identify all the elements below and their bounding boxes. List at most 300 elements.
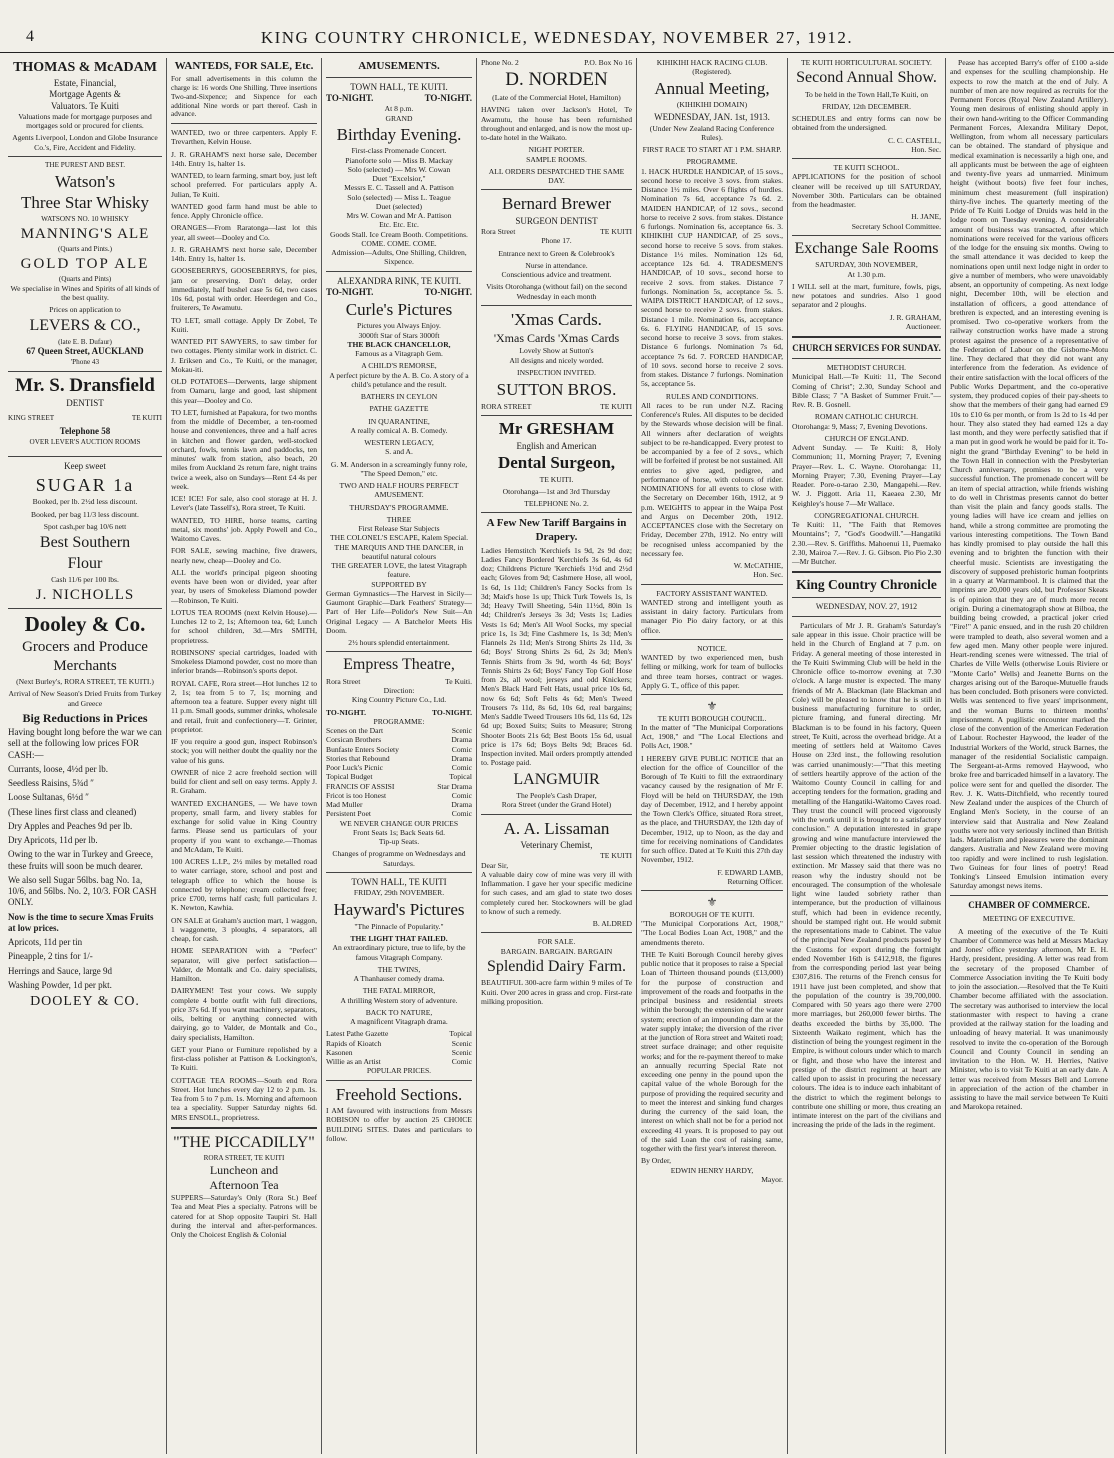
ad-line: SATURDAY, 30th NOVEMBER, — [815, 260, 918, 270]
programme-title: Willie as an Artist — [326, 1057, 381, 1067]
programme-item: Solo (selected) — Mrs W. Cowan — [347, 164, 451, 174]
ad-text: In the matter of "The Municipal Corporations Act, 1908," and "The Local Elections and Polls Act, 1908." — [641, 722, 783, 751]
programme-item: Pianoforte solo — Miss B. Mackay — [345, 155, 453, 165]
ad-line: Direction: — [383, 686, 415, 696]
ad-title: Freehold Sections. — [335, 1084, 463, 1104]
ad-text: German Gymnastics—The Harvest in Sicily—Gaumont Graphic—Dark Feathers' Strategy—Part of Her Life—Polidor's New Suit—An Original Legacy — A Batchelor Meets His Doom. — [326, 588, 472, 635]
programme-genre: Scenic — [451, 726, 472, 736]
ad-text: (Next Burley's, RORA STREET, TE KUITI.) — [16, 677, 154, 687]
ad-line: Rora Street — [326, 676, 361, 686]
ad-title: Watson's — [54, 171, 116, 191]
column-4 — [477, 58, 636, 1454]
ad-line: THE MARQUIS AND THE DANCER, in beautiful natural colours — [334, 542, 464, 561]
ad-line: TO-NIGHT. — [326, 93, 374, 104]
ad-line: Conscientious advice and treatment. — [501, 270, 612, 280]
ad-line: C. C. CASTELL, — [888, 135, 941, 145]
news-text: Pease has accepted Barry's offer of £100 a-side and expenses for the sculling championship. He expects to row the match at the end of July. A number of men are now required as recruits for the Permanent Forces (Royal New Zealand Artillery). Young men desirous of enlisting should apply in their own hand-writing to the Officer Commanding Permanent Forces, Alexandra Military Depot, Wellington, from whom all necessary particulars can be obtained. The standard of physique and medical examination is necessarily a high one, and all applicants must be between the age of eighteen and twenty-five years ad unmarried. Minimum height (without boots) five feet four inches, minimum chest measurement (full inspiration) thirty-five inches. The quarterly meeting of the Pride of Te Kuiti Lodge of Druids was held in the lodge room on Tuesday evening. A considerable amount of business was transacted, after which nominations were received for the various officers of the lodge for the ensuing six months. Owing to the small attendance it was decided to keep the nominations open until next lodge night in order to give a number of members, who were unavoidably absent, an opportunity of competing. As next lodge night, December 10th, will be election and installation of officers, a good attendance of brethren is expected, and an interesting evening is promised. Two co-operative workers from the railway construction works have made a strong protest against the presence of a representative of the Federation of Labour on the Gisborne-Motu line. They declared that they did not want any interference from the federation. As evidence of their entire satisfaction with the local officers of the Public Works Department, and the co-operative system, they produced copies of their pay-sheets to show that the members of their gang had earned £9 10s to £10 6s per month, or from 1s 2d to 1s 4d per hour. They also stated they had earned 12s a day last month, and they were perfectly satisfied that if a man put in good work he would be paid for it. To-night the grand "Birthday Evening" to be held in the Town Hall in connection with the Presbyterian Church anniversary, promises to be a very successful function. The promenade concert will be an item of special attraction, while friends wishing to do well in Christmas presents cannot do better than visit the plain and fancy goods stalls. The young ladies will have ice cream and jellies on hand, while a strong committee are promoting the various interesting competitions. The Town Band has kindly promised to play outside the hall this evening and to brighten the function with their cheerful music. Scientists are investigating the discovery of supposed prehistoric human footprints in a quarry at Warrnambool. It is claimed that the imprints are 20,000 years old, but Professor Skeats is of opinion that they are of much more recent origin. During a cinematograph show at Bilboa, the building being crowded, a practical joker cried "Fire!" A panic ensued, and in the rush 20 children were trampled to death, also several women and a few aged men. Many other people were injured. Heart-rending scenes were witnessed. The trial of Charles de Ville Wells (otherwise Louis Riviere or "Monte Carlo" Wells) and Jeanette Burns on the charges arising out of the Baroque-Mutuelle frauds has been concluded. Both prisoners were convicted. Wells was sentenced to five years' imprisonment, and the woman Burns to thirteen months' imprisonment. A pugilistic encounter marked the close of the convention of the American Federation of Labour. Rochester Haywood, the leader of the Industrial Workers of the World, struck Barnes, the manager of the residential Socialistic campaign. The Sergeant-at-Arms removed Haywood, who broke free and barricaded himself in a lavatory. The police were sent for and quelled the disorder. The Rev. J. K. Watts-Ditchfield, who recently toured New Zealand under the auspices of the Church of England Men's Society, in the course of an interview said that Australia and New Zealand youths were not very seriously inclined than British lads. Materialism and pleasures were the dominant dangers. Australia and New Zealand were moving too rapidly and were inclined to rush legislation. Two Guineas for four lines of poetry! Read Tonking's Linseed Emulsion intimation every Saturday amongst news items. — [950, 58, 1108, 891]
ad-text: TWO AND HALF HOURS PERFECT AMUSEMENT. — [339, 481, 459, 500]
ad-text: SUPPERS—Saturday's Only (Rora St.) Beef Tea and Meat Pies a specialty. Patrons will be catered for at Shop opposite Taupiri St. Hall during the interval and after-performances. Only the Choicest English & Colonial — [171, 1193, 317, 1240]
ad-text: Washing Powder, 1d per pkt. — [8, 979, 112, 990]
ad-line: (Registered). — [692, 67, 732, 77]
ad-line: Te Kuiti. — [445, 676, 472, 686]
ad-text: A perfect picture by the A. B. Co. A story of a child's petulance and the result. — [329, 370, 469, 389]
ad-text: Visits Otorohanga (without fail) on the second Wednesday in each month — [486, 282, 627, 301]
ad-text: THE Te Kuiti Borough Council hereby gives public notice that it proposes to raise a Special Loan of Thirteen thousand pounds (£13,000) for the purpose of construction and improvement of the roads and footpaths in the principal business and residential streets within the borough; the extension of the water system; erection of an impounding dam at the water supply intake; the diversion of the river at the junction of Rora street and Waiteti road; street surface drainage; and other requisite works; and for the re-payment thereof to make an annually recurring Special Rate not exceeding one penny in the pound upon the capital value of the whole Borough for the purpose of providing the required security and to meet the interest and sinking fund charges during the currency of the said loan, the interest on which shall not be for a period not exceeding 41 years. It is proposed to pay out of the said Loan the cost of raising same, together with the first year's interest thereon. — [641, 949, 783, 1154]
ad-line: A CHILD'S REMORSE, — [361, 361, 437, 371]
ad-line: A magnificent Vitagraph drama. — [350, 1017, 448, 1027]
column-5 — [637, 58, 787, 1454]
ad-line: TO-NIGHT. — [326, 286, 374, 297]
ad-text: 1. HACK HURDLE HANDICAP, of 15 sovs., second horse to receive 3 sovs. from stakes. Distance 1½ miles. Over 6 flights of hurdles. Nomination 7s 6d, acceptance 7s 6d. 2. MAIDEN HANDICAP, of 12 sovs., second horse to receive 2 sovs. from stakes. Distance 6 furlongs. Nomination 6s, acceptance 6s. 3. KIHIKIHI CUP HANDICAP, of 25 sovs., second horse to receive 5 sovs. from stakes. Distance 1½ miles. Nomination 12s 6d, acceptance 12s 6d. 4. TRADESMEN'S HANDICAP, of 10 sovs., second horse to receive 2 sovs. from stakes. Distance 7 furlongs. Nomination 5s, acceptance 5s. 5. WAIPA DISTRICT HANDICAP, of 12 sovs., second horse to receive 2 sovs. from stakes. Distance 1 mile. Nomination 6s, acceptance 6s. 6. FLYING HANDICAP, of 15 sovs. second horse to receive 3 sovs. from stakes. Distance 6 furlongs. Nomination 7s 6d, acceptance 7s 6d. 7. FORCED HANDICAP, of 10 sovs. second horse to receive 2 sovs. from stakes. Distance 7 furlongs. Nomination 5s, acceptance 5s. — [641, 166, 783, 389]
programme-item — [326, 1029, 472, 1038]
classified-ad: TO LET, furnished at Papakura, for two months from the middle of December, a ten-roomed house and conveniences, three and a half acres in kitchen and flower garden, well-stocked orchard, fowls, tennis lawn and paddocks, ten minutes' walk from station, also beach, 20 miles from Auckland 2s return fare, night trains twice a week, also on Sundays—Rent £4 4s per week. — [171, 407, 317, 491]
ad-line: BARGAIN. BARGAIN. BARGAIN — [500, 946, 613, 956]
ad-text: (These lines first class and cleaned) — [8, 806, 137, 817]
ad-text: Prices on application to — [49, 305, 121, 315]
ad-line: Secretary School Committee. — [851, 221, 941, 231]
programme-genre: Scenic — [451, 1038, 472, 1048]
ad-line: At 8 p.m. — [384, 104, 414, 114]
ad-text: "The Municipal Corporations Act, 1908," "The Local Bodies Loan Act, 1908," and the amendments thereto. — [641, 919, 783, 947]
programme-genre: Drama — [451, 753, 472, 763]
ad-line: THE TWINS, — [377, 964, 421, 974]
ad-text: Dry Apples and Peaches 9d per lb. — [8, 820, 133, 831]
ad-title: J. NICHOLLS — [35, 587, 135, 604]
ad-line: Famous as a Vitagraph Gem. — [355, 349, 443, 359]
ad-title: SUTTON BROS. — [496, 380, 617, 400]
ad-line: THE GREATER LOVE, the latest Vitagraph feature. — [331, 561, 467, 580]
classified-ad: ROYAL CAFE, Rora street—Hot lunches 12 to 2, 1s; tea from 5 to 7, 1s; morning and afternoon tea a feature. Supper every night till 11 p.m. Small goods, summer drinks, wholesale and retail, fruit and confectionery—T. Grinter, proprietor. — [171, 678, 317, 734]
programme-title: Rapids of Kioatch — [326, 1038, 382, 1048]
ad-line: TO-NIGHT. — [424, 93, 472, 104]
ad-line: PROGRAMME. — [686, 157, 738, 167]
ad-line: Auctioneer. — [905, 321, 941, 331]
ad-title: Grocers and Produce — [22, 638, 148, 655]
coat-of-arms-icon: ⚜ — [706, 895, 718, 910]
ad-title: Mr. S. Dransfield — [15, 374, 155, 396]
programme-title: Persistent Poet — [326, 809, 371, 819]
ad-text: Municipal Hall.—Te Kuiti: 11, The Second Coming of Christ"; 2.30, Sunday School and Bible Class; 7 "A Basket of Summer Fruit."—Rev. R. B. Gosnell. — [792, 372, 941, 409]
programme-item: Etc. Etc. Etc. — [379, 220, 419, 230]
news-text: Particulars of Mr J. R. Graham's Saturday's sale appear in this issue. Choir practice will be held in the Church of England at 7 p.m. on Friday. A general meeting of those interested in the Te Kuiti Swimming Club will be held in the Chronicle office to-morrow evening at 7.30 o'clock. A large muster is expected. The many friends of Mr A. Blackman (late Blackman and Cole) will be pleased to know that he is still in business manufacturing furniture to order, picture framing, and funeral directing. Mr Blackman is to be found in his factory, Queen street, Te Kuiti, across the overhead bridge. At a meeting of settlers held at Waitomo Caves House on 23rd inst., the following resolution was carried unanimously:—"That this meeting of settlers heartily approve of the action of the Waitomo County Council in calling for and accepting tenders for the formation, grading and metalling of the Hangatiki-Waitomo Caves road. They trust the council will proceed vigorously with the work until it is brought to a satisfactory conclusion." A deputation interested in grape growing and wine manufacture interviewed the Premier objecting to the drastic legislation of last session which threatened the industry with extinction. Mr Massey said that there was no reason why the industry should not be encouraged. The consumption of the wholesale light wine lauded sobriety rather than intemperance, but the production of villainous stuff, which had been in evidence recently, should be stamped right out. He would submit the representations made to Cabinet. The value of the principal New Zealand products passed by the Customs for export during the fortnight ended November 16th is £412,918, the figures from the corresponding period last year being £307,816. The returns of the French census for 1911 have just been completed, and show that the population of the country is 39,700,000. Compared with 50 years ago there were 2700 more marriages, but 260,000 fewer births. The deaths exceeded the births by 35,000. The Sixteenth Waikato regiment, which has the distinction of being the youngest regiment in the Empire, is without colours under which to march or fight, and those who have the interest and prestige of the district regiment at heart are called upon to assist in procuring the necessary colours. The idea is to induce each inhabitant of the district to which the regiment belongs to contribute one shilling or more, thus creating an intimate interest on the part of the civilians and increasing the pride of the lads in the regiment. — [792, 620, 941, 1130]
ad-line: Luncheon and — [209, 1163, 279, 1178]
ad-title: Exchange Sale Rooms — [794, 239, 939, 257]
ad-line: Rora Street — [481, 227, 516, 237]
ad-text: Advent Sunday. — Te Kuiti: 8, Holy Communion; 11, Morning Prayer; 7, Evening Prayer—Rev. L. C. Wayne. Otorohanga: 11, Morning Prayer; 7.30, Evening Prayer—Lay Reader. Pore-o-tarao 2.30, Mangapehi.—Rev. W. J. Piggott. Aria 11, Kaeaea 2.30, Mr Keighley's house 7—Mr Wallace. — [792, 443, 941, 508]
ad-text: An extraordinary picture, true to life, by the famous Vitagraph Company. — [332, 943, 466, 962]
programme-item — [326, 754, 472, 763]
ad-text: Currants, loose, 4½d per lb. — [8, 763, 108, 774]
classified-ad: WANTED EXCHANGES, — We have town property, small farm, and livery stables for exchange for solid value in King Country farms. Please send us particulars of your property if you want to exchange.—Thomas and McAdam, Te Kuiti. — [171, 798, 317, 854]
classified-ad: GOOSEBERRYS, GOOSEBERRYS, for pies, jam or preserving. Don't delay, order immediately, half bushel case 5s 6d, two cases 10s 6d, postal with order. Heerdegen and Co., fruiterers, Te Awamutu. — [171, 266, 317, 313]
programme-title: FRANCIS OF ASSISI — [326, 781, 395, 791]
ad-line: Dear Sir, — [481, 860, 509, 870]
ad-text: BEAUTIFUL 300-acre farm within 9 miles of Te Kuiti. Over 200 acres in grass and crop. First-rate milking proposition. — [481, 978, 632, 1006]
ad-line: TE KUITI SCHOOL. — [833, 163, 900, 173]
ad-text: Valuations made for mortgage purposes and mortgages sold or procured for clients. — [18, 111, 152, 131]
ad-text: Having bought long before the war we can sell at the following low prices FOR CASH:— — [8, 727, 162, 760]
ad-line: TE KUITI — [600, 227, 632, 237]
ad-line: Entrance next to Green & Colebrook's — [498, 248, 615, 258]
ad-line: "The Pinnacle of Popularity." — [354, 921, 444, 931]
ad-line: Lovely Show at Sutton's — [519, 346, 594, 356]
ad-line: FIRST RACE TO START AT 1 P.M. SHARP. — [642, 145, 782, 155]
ad-line: H. JANE, — [911, 212, 941, 222]
classified-ad: OWNER of nice 2 acre freehold section will build for client and sell on easy terms. Apply J. R. Graham. — [171, 767, 317, 796]
ad-text: APPLICATIONS for the position of school cleaner will be received up till SATURDAY, November 30th. Particulars can be obtained from the headmaster. — [792, 172, 941, 210]
ad-line: Pictures you Always Enjoy. — [357, 321, 441, 331]
ad-line: Nurse in attendance. — [525, 260, 588, 270]
ad-line: THREE — [386, 514, 412, 524]
ad-line: FOR SALE. — [537, 937, 576, 947]
programme-item — [326, 1048, 472, 1057]
ad-line: METHODIST CHURCH. — [826, 363, 907, 372]
programme-list — [326, 156, 472, 267]
ad-line: A thrilling Western story of adventure. — [340, 995, 458, 1005]
ad-title: THOMAS & McADAM — [13, 60, 157, 75]
programme-genre: Star Drama — [437, 781, 472, 791]
page-number: 4 — [26, 28, 34, 45]
ad-line: IN QUARANTINE, — [368, 416, 430, 426]
programme-item: COME. COME. COME. — [361, 238, 437, 248]
ad-line: P.O. Box No 16 — [584, 58, 632, 67]
programme-item — [326, 809, 472, 818]
ad-text: Te Kuiti: 11, "The Faith that Removes Mountains"; 7, "God's Goodwill."—Hangatiki 2.30.—Rev. S. Griffiths. Mahoenui 11, Puemako 2.30, Mairoa 7.—Rev. J. G. Gibson. Pio Pio 2.30—Mr Butcher. — [792, 520, 941, 566]
ad-text: Agents Liverpool, London and Globe Insurance Co.'s, Fire, Accident and Fidelity. — [12, 133, 158, 152]
ad-line: ALEXANDRA RINK, TE KUITI. — [336, 275, 462, 286]
programme-genre: Comic — [451, 790, 472, 800]
programme-title: Poor Luck's Picnic — [326, 763, 384, 773]
ad-title: A Few New Tariff Bargains in Drapery. — [486, 517, 627, 543]
ad-line: THE FATAL MIRROR, — [362, 986, 436, 996]
ad-line: (Quarts and Pints.) — [57, 244, 113, 253]
ad-line: THE PUREST AND BEST. — [44, 160, 125, 169]
ad-line: POPULAR PRICES. — [366, 1066, 432, 1076]
programme-item: Solo (selected) — Miss L. Teague — [347, 192, 451, 202]
classified-ad: LOTUS TEA ROOMS (next Kelvin House).—Lunches 12 to 2, 1s; Afternoon tea, 6d; Lunch for school children, 3d.—Mrs SMITH, proprietress. — [171, 607, 317, 645]
ad-title: "THE PICCADILLY" — [173, 1133, 315, 1151]
ad-line: BOROUGH OF TE KUITI. — [669, 909, 755, 919]
ad-line: CHURCH OF ENGLAND. — [824, 433, 909, 443]
programme-item — [326, 791, 472, 800]
programme-title: Latest Pathe Gazette — [326, 1029, 389, 1039]
ad-title: Second Annual Show. — [796, 69, 937, 87]
ad-text: WANTED strong and intelligent youth as assistant in dairy factory. Particulars from manager Pio Pio dairy factory, or at this office. — [641, 597, 783, 635]
ad-line: Tip-up Seats. — [378, 837, 420, 847]
ad-line: SUPPORTED BY — [371, 579, 427, 589]
ad-line: TE KUITI HORTICULTURAL SOCIETY. — [801, 58, 932, 67]
programme-title: Mad Muller — [326, 800, 363, 810]
ad-text: All races to be run under N.Z. Racing Conference's Rules. All disputes to be decided by the Stewards whose decision will be final. All winners after declaration of weights subject to be re-handicapped. Every protest to be accompanied by a fee of 2 sovs., which will be forfeited if protest be not sustained. All entries to give aged, pedigree, and performance of horse, with colours of rider. NOMINATIONS for all events to close with the Secretary on December 16th, 1912, at 9 p.m. WEIGHTS to appear in the Waipa Post and Argus on December 20th, 1912. ACCEPTANCES close with the Secretary on Friday, December 27th, 1912. No entry will be recognised unless accompanied by the necessary fee. — [641, 400, 783, 558]
ad-text: Dry Apricots, 11d per lb. — [8, 835, 98, 846]
classified-list — [171, 128, 317, 1122]
ad-title: LEVERS & CO., — [29, 317, 141, 335]
classified-ad: WANTED, TO HIRE, horse teams, carting metal, six months' job. Apply Powell and Co., Waitomo Caves. — [171, 515, 317, 544]
classified-ad: DAIRYMEN! Test your cows. We supply complete 4 bottle outfit with full directions, price 37s 6d. If you want machinery, separators, oils, belting or anything connected with dairying, go to Valder, de Montalk and Co., dairy specialists, Hamilton. — [171, 986, 317, 1042]
ad-title: Three Star Whisky — [20, 193, 150, 213]
ad-line: RORA STREET, TE KUITI — [203, 1154, 285, 1163]
ad-line: 'Xmas Cards 'Xmas Cards — [493, 331, 620, 346]
ad-line: SAMPLE ROOMS. — [526, 154, 587, 164]
ad-title: Best Southern — [39, 534, 131, 552]
ad-line: WEDNESDAY, JAN. 1st, 1913. — [654, 112, 770, 123]
programme-genre: Scenic — [451, 1047, 472, 1057]
ad-text: Loose Sultanas, 6½d ″ — [8, 792, 89, 803]
classified-ad: ORANGES—From Raratonga—last lot this year, all sweet—Dooley and Co. — [171, 223, 317, 242]
ad-title: GOLD TOP ALE — [20, 255, 150, 272]
ad-line: Phone No. 2 — [481, 58, 519, 67]
programme-item: Duet "Excelsior," — [372, 174, 426, 184]
classified-ad: J. R. GRAHAM'S next horse sale, December 14th. Entry 1s, halter 1s. — [171, 244, 317, 264]
column-2 — [167, 58, 321, 1454]
ad-line: CONGREGATIONAL CHURCH. — [814, 510, 919, 520]
programme-title: Corsican Brothers — [326, 735, 382, 745]
ad-line: F. EDWARD LAMB, — [717, 867, 783, 877]
classified-ad: 100 ACRES L.I.P., 2½ miles by metalled road to water carriage, store, school and post and telegraph office to which the house is connected by telephone; cream collected free; price £700, terms half cash; full particulars J. K. Newton, Kawhia. — [171, 857, 317, 913]
ad-line: Mortgage Agents & — [49, 89, 121, 100]
programme-item — [326, 782, 472, 791]
ad-line: Hon. Sec. — [911, 144, 941, 154]
ad-line: Returning Officer. — [727, 876, 783, 886]
classified-ad: ROBINSONS' special cartridges, loaded with Smokeless Diamond powder, cost no more than inferior brands—Robinson's sports depot. — [171, 647, 317, 676]
ad-title: Birthday Evening. — [336, 124, 462, 144]
programme-item: Duet (selected) — [375, 201, 423, 211]
ad-text: Apricots, 11d per tin — [8, 937, 83, 948]
programme-genre: Topical — [449, 772, 472, 782]
ad-title: Merchants — [53, 657, 117, 674]
ad-line: English and American — [516, 440, 597, 451]
ad-line: WE NEVER CHANGE OUR PRICES — [339, 818, 459, 828]
classified-ad: ON SALE at Graham's auction mart, 1 waggon, 1 waggonette, 3 ploughs, 4 separators, all cheap, for cash. — [171, 915, 317, 944]
ad-line: (Under New Zealand Racing Conference Rules). — [649, 123, 775, 142]
programme-genre: Drama — [451, 800, 472, 810]
ad-line: Front Seats 1s; Back Seats 6d. — [353, 827, 445, 837]
programme-item: Goods Stall. Ice Cream Booth. Competitions. — [330, 229, 468, 239]
programme-list — [326, 1029, 472, 1066]
programme-item — [326, 1039, 472, 1048]
ad-text: We also sell Sugar 56lbs. bag No. 1a, 10/6, and 56lbs. No. 2, 10/3. FOR CASH ONLY. — [8, 874, 157, 908]
ad-line: 3000ft Star of Stars 3000ft — [358, 330, 440, 340]
ad-line: PATHE GAZETTE — [369, 404, 429, 414]
ad-line: TE KUITI — [600, 851, 632, 861]
column-1 — [4, 58, 166, 1454]
ad-title: Empress Theatre, — [343, 656, 455, 674]
classified-ad: WANTED, two or three carpenters. Apply F. Trevarthen, Kelvin House. — [171, 128, 317, 147]
ad-line: FRIDAY, 29th NOVEMBER. — [353, 888, 445, 898]
ad-title: Annual Meeting, — [654, 78, 770, 98]
programme-title: Kasonen — [326, 1047, 353, 1057]
ad-line: TOWN HALL, TE KUITI — [351, 876, 447, 887]
programme-title: Stories that Rebound — [326, 753, 390, 763]
news-text: A meeting of the executive of the Te Kuiti Chamber of Commerce was held at Messrs Mackay and Jones' office yesterday afternoon, Mr E. H. Hardy, president, presiding. A letter was read from the secretary of the proposed Chamber of Commerce Association inviting the Te Kuiti body to join the association.—Resolved that the Te Kuiti Chamber become affiliated with the association. The secretary was authorised to interview the local stationmaster with respect to having a crane provided at the railway station for the loading and unloading of heavy material. It was unanimously resolved to invite the co-operation of the Borough Council and County Council in sending an invitation to the Hon. W. H. Herries, Native Minister, who is to visit Te Kuiti at an early date. A letter was received from Messrs Bell and Lorrene in appreciation of the action of the chamber in assisting to have the mail service between Te Kuiti and Marokopa retained. — [950, 926, 1108, 1112]
section-heading: WANTEDS, FOR SALE, Etc. — [174, 60, 314, 72]
ad-title: D. NORDEN — [505, 69, 608, 91]
ad-title: LANGMUIR — [513, 770, 600, 788]
ad-text: Booked, per bag 11/3 less discount. — [31, 509, 139, 519]
ad-line: 67 Queen Street, AUCKLAND — [26, 346, 144, 357]
ad-text: We specialise in Wines and Spirits of all kinds of the best quality. — [10, 283, 160, 302]
ad-line: THE COLONEL'S ESCAPE, Kalem Special. — [329, 533, 469, 543]
ad-title: A. A. Lissaman — [503, 818, 610, 838]
ad-text: Seedless Raisins, 5¾d ″ — [8, 778, 94, 789]
ad-line: Afternoon Tea — [209, 1178, 279, 1193]
programme-item — [326, 735, 472, 744]
ad-line: TE KUITI — [600, 401, 632, 411]
ad-text: Arrival of New Season's Dried Fruits from Turkey and Greece — [8, 689, 162, 708]
masthead — [0, 0, 1114, 53]
ad-line: BACK TO NATURE, — [365, 1007, 433, 1017]
ad-text: Herrings and Sauce, large 9d — [8, 965, 113, 976]
ad-line: ROMAN CATHOLIC CHURCH. — [814, 412, 919, 422]
classified-ad: WANTED, to learn farming, smart boy, just left school preferred. For particulars apply A. Julian, Te Kuiti. — [171, 171, 317, 199]
classified-ad: COTTAGE TEA ROOMS—South end Rora Street. Hot lunches every day 12 to 2 p.m. 1s. Tea from 5 to 7 p.m. 1s. Morning and afternoon tea a speciality. Supper Saturday nights 6d. MRS ENSOLL, proprietress. — [171, 1075, 317, 1122]
ad-title: DOOLEY & CO. — [30, 994, 140, 1010]
ad-line: RULES AND CONDITIONS. — [665, 391, 759, 401]
ad-title: Splendid Dairy Farm. — [486, 957, 627, 975]
ad-line: WATSON'S NO. 10 WHISKY — [41, 214, 129, 223]
ad-line: The People's Cash Draper, — [516, 791, 597, 801]
ad-line: Phone 17. — [541, 236, 572, 246]
ad-line: OVER LEVER'S AUCTION ROOMS — [29, 437, 141, 446]
ad-line: ALL ORDERS DESPATCHED THE SAME DAY. — [488, 166, 625, 186]
ad-line: TE KUITI — [131, 413, 162, 422]
programme-genre: Topical — [449, 1029, 472, 1039]
classified-ad: IF you require a good gun, inspect Robinson's stock; you will neither doubt the quality nor the value of his guns. — [171, 737, 317, 765]
ad-line: 'Phone 43 — [70, 357, 100, 366]
programme-item — [326, 772, 472, 781]
ad-line: W. McCATHIE, — [733, 561, 783, 571]
ad-text: SCHEDULES and entry forms can now be obtained from the undersigned. — [792, 114, 941, 133]
ad-line: KING STREET — [8, 413, 55, 422]
ad-line: THE BLACK CHANCELLOR, — [347, 339, 451, 349]
ad-text: Cash 11/6 per 100 lbs. — [51, 574, 119, 584]
ad-text: Changes of programme on Wednesdays and Saturdays. — [332, 849, 466, 868]
classified-ad: OLD POTATOES—Derwents, large shipment from Oamaru, large and good, last shipment this year—Dooley and Co. — [171, 377, 317, 405]
classified-ad: ALL the world's principal pigeon shooting events have been won or divided, year after year, by users of Smokeless Diamond powder—Robinson, Te Kuiti. — [171, 567, 317, 605]
ad-line: Keep sweet — [64, 461, 106, 472]
ad-line: King Country Picture Co., Ltd. — [351, 695, 447, 705]
ad-line: FACTORY ASSISTANT WANTED. — [656, 588, 768, 598]
ad-line: S. and A. — [385, 447, 413, 457]
ad-line: B. ALDRED — [592, 919, 632, 929]
ad-line: (KIHIKIHI DOMAIN) — [676, 100, 748, 110]
ad-text: Owing to the war in Turkey and Greece, these fruits will soon be much dearer. — [8, 849, 153, 871]
programme-genre: Comic — [451, 1057, 472, 1067]
ad-line: RORA STREET — [481, 401, 532, 411]
ad-line: (late E. B. Dufaur) — [58, 337, 112, 346]
programme-item: Admission—Adults, One Shilling, Children, Sixpence. — [331, 248, 467, 267]
ad-line: First Release Star Subjects — [358, 524, 440, 534]
ad-title: Hayward's Pictures — [333, 900, 465, 920]
ad-text: Otorohanga: 9, Mass; 7, Evening Devotions. — [792, 421, 928, 431]
programme-list — [326, 726, 472, 819]
ad-title: SUGAR 1a — [35, 474, 135, 495]
ad-text: Spot cash,per bag 10/6 nett — [43, 521, 127, 531]
ad-line: Hon. Sec. — [753, 570, 783, 580]
programme-item — [326, 800, 472, 809]
ad-line: Rora Street (under the Grand Hotel) — [501, 800, 612, 810]
ad-line: (Quarts and Pints) — [58, 274, 112, 283]
ad-line: MEETING OF EXECUTIVE. — [982, 914, 1076, 924]
ad-line: TELEPHONE No. 2. — [524, 499, 589, 509]
ad-text: Now is the time to secure Xmas Fruits at low prices. — [8, 911, 154, 933]
ad-text: Booked, per lb. 2½d less discount. — [32, 497, 138, 507]
ad-title: Dooley & Co. — [24, 612, 146, 637]
ad-title: 'Xmas Cards. — [511, 309, 602, 329]
ad-line: Mayor. — [761, 1174, 783, 1184]
programme-item: Mrs W. Cowan and Mr A. Pattison — [346, 211, 452, 221]
ad-line: First-class Promenade Concert. — [351, 146, 447, 156]
ad-text: G. M. Anderson in a screamingly funny role, "The Speed Demon," etc. — [330, 459, 468, 478]
ad-line: WEDNESDAY, NOV. 27, 1912 — [815, 602, 918, 612]
ad-title: Flour — [67, 554, 103, 572]
classified-ad: TO LET, small cottage. Apply Dr Zobel, Te Kuiti. — [171, 315, 317, 334]
ad-line: NIGHT PORTER. — [528, 145, 585, 155]
programme-item: Messrs E. C. Tassell and A. Pattison — [344, 183, 454, 193]
ad-line: THURSDAY'S PROGRAMME. — [349, 502, 449, 512]
ad-line: Estate, Financial, — [53, 78, 117, 89]
programme-item — [326, 745, 472, 754]
column-6 — [788, 58, 945, 1454]
classified-intro: For small advertisements in this column the charge is: 16 words One Shilling. Three insertions Two-and-Sixpence; and Sixpence for each additional Nine words or part thereof. Cash in advance. — [171, 75, 317, 119]
classified-ad: WANTED good farm hand must be able to fence. Apply Chronicle office. — [171, 201, 317, 221]
ad-line: Veterinary Chemist, — [520, 840, 593, 851]
programme-title: Bunfaste Enters Society — [326, 744, 399, 754]
ad-line: INSPECTION INVITED. — [517, 367, 596, 377]
ad-line: TO-NIGHT. — [424, 286, 472, 297]
ad-line: BATHERS IN CEYLON — [360, 392, 438, 402]
programme-title: Fricot is too Honest — [326, 790, 387, 800]
ad-line: 2½ hours splendid entertainment. — [348, 638, 450, 648]
ad-text: WANTED by two experienced men, bush felling or milking, work for team of bullocks and three team horses, contract or wages. Apply G. T., office of this paper. — [641, 653, 783, 690]
ad-title: Dental Surgeon, — [497, 452, 616, 472]
ad-line: All designs and nicely worded. — [509, 355, 604, 365]
ad-line: To be held in the Town Hall,Te Kuiti, on — [804, 89, 929, 99]
ad-text: I HEREBY GIVE PUBLIC NOTICE that an election for the office of Councillor of the Borough of Te Kuiti to fill the extraordinary vacancy caused by the resignation of Mr F. Floyd will be held on THURSDAY, the 19th day of December, 1912, and I hereby appoint the Town Clerk's Office, situated Rora street, as the place, and THURSDAY, the 12th day of December, 1912, up to Noon, as the day and time for receiving nominations of Candidates for such office. Dated at Te Kuiti this 27th day November, 1912. — [641, 753, 783, 865]
ad-line: J. R. GRAHAM, — [889, 312, 941, 322]
ad-line: THE LIGHT THAT FAILED. — [350, 934, 448, 944]
section-heading: CHAMBER OF COMMERCE. — [968, 899, 1090, 910]
ad-line: EDWIN HENRY HARDY, — [670, 1165, 754, 1175]
programme-title: Topical Budget — [326, 772, 373, 782]
programme-genre: Comic — [451, 744, 472, 754]
ad-line: TO-NIGHT. — [326, 707, 367, 717]
ad-line: PROGRAMME: — [373, 716, 425, 726]
ad-title: Mr GRESHAM — [498, 418, 615, 438]
ad-line: TE KUITI. — [539, 474, 574, 484]
programme-genre: Comic — [451, 809, 472, 819]
programme-genre: Comic — [451, 763, 472, 773]
ad-line: WESTERN LEGACY, — [364, 438, 434, 448]
ad-line: DENTIST — [66, 398, 104, 409]
programme-item — [326, 726, 472, 735]
section-heading: CHURCH SERVICES FOR SUNDAY. — [792, 343, 941, 354]
ad-line: A really comical A. B. Comedy. — [350, 425, 448, 435]
masthead-small: King Country Chronicle — [796, 577, 937, 593]
ad-title: Curle's Pictures — [345, 299, 453, 319]
ad-text: I AM favoured with instructions from Messrs ROBISON to offer by auction 25 CHOICE BUILDING SITES. Dates and particulars to follow. — [326, 1106, 472, 1143]
classified-ad: GET your Piano or Furniture repolished by a first-class polisher at Pattison & Lockington's, Te Kuiti. — [171, 1044, 317, 1073]
programme-genre: Drama — [451, 735, 472, 745]
ad-line: TO-NIGHT. — [431, 707, 472, 717]
column-3 — [322, 58, 476, 1454]
ad-line: SURGEON DENTIST — [515, 215, 598, 226]
ad-text: Pineapple, 2 tins for 1/- — [8, 951, 93, 962]
ad-text: Ladies Hemstitch 'Kerchiefs 1s 9d, 2s 9d doz; Ladies Fancy Bordered 'Kerchiefs 3s 6d, 4s 6d doz; Childrens Picture 'Kerchiefs 1½d and 2½d each; Gloves from 9d; Cashmere Hose, all wool, 1s 6d, 1s 11d; Children's Fancy Socks from 1s 3d; Maid's hose 1s up; Thick Turk Towels 1s, 1s 3d; Heavy Twill Sheeting, 54in 11½d, 80in 1s 4d; Children's Jerseys 3s 3d; Vests 1s; Ladies Vests 1s 6d; Men's All Wool Socks, my special price 1s, 1s 3d; Fine Cashmere 1s, 1s 3d; Men's Flannels 2s 11d; Men's Strong Shirts 2s 11d, 3s 6d; Boys' Strong Shirts 2s 6d, 2s 3d; Men's Tennis Shirts from 3s 9d, worth 4s 6d; Boys' Tennis Shirts 2s 6d; Boys' Fancy Top Golf Hose from 2s, all wool; jerseys and odd Knickers; Men's Black Hard Felt Hats, usual price 10s 6d, now 6s 6d; Soft Felts 4s 6d; Men's Tweed Trousers 7s 11d, 8s 6d, 10s 6d, real bargains; Men's Saddle Tweed Trousers 10s 6d, 11s 6d, 12s 6d up; Boxed Suits; Suits to Measure; Strong Shooter Boots 21s 6d; Best Boots 15s 6d, usual price is 17s 6d; Boys Belts 9d; Braces 6d. Inspection invited. Mail orders promptly attended to. Postage paid. — [481, 545, 632, 768]
ad-line: TOWN HALL, TE KUITI. — [350, 82, 448, 93]
column-7 — [946, 58, 1112, 1454]
coat-of-arms-icon: ⚜ — [706, 699, 718, 714]
